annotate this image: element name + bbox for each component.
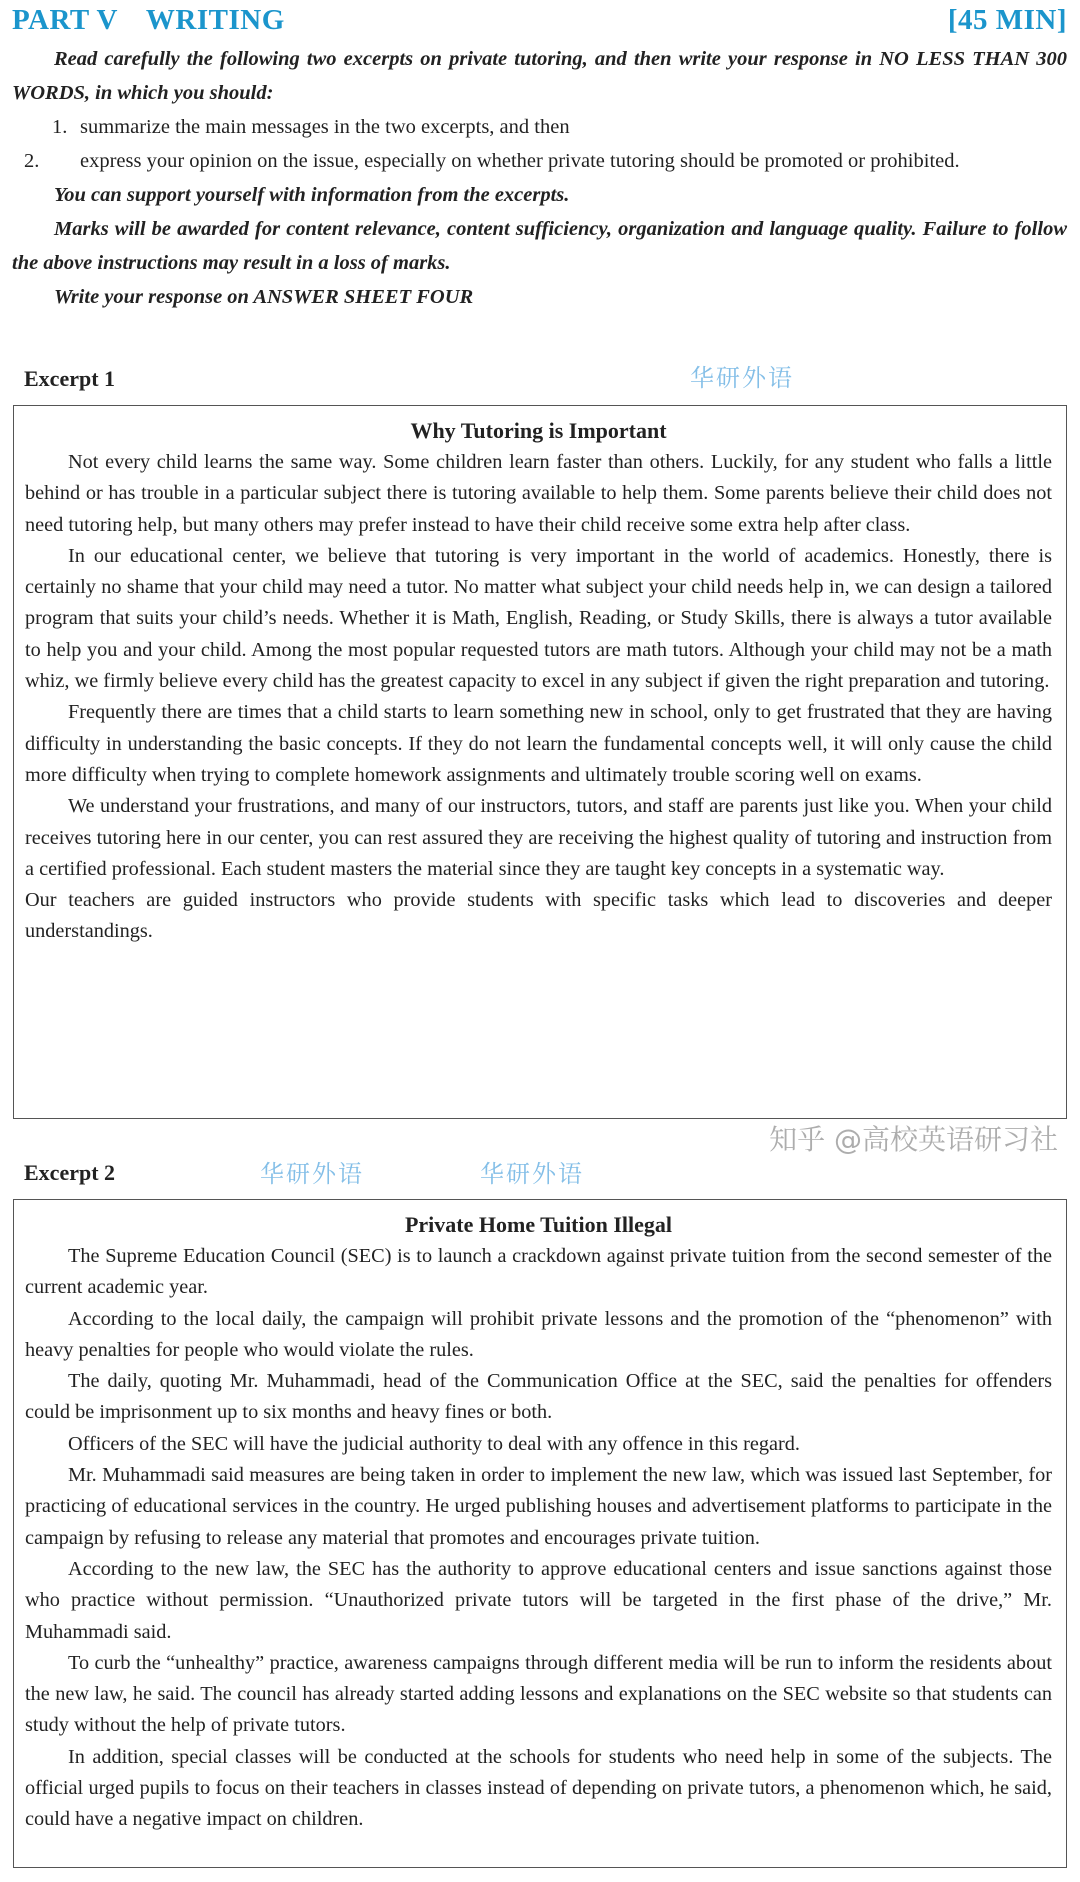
excerpt-1-box (13, 405, 1067, 1119)
paragraph: Mr. Muhammadi said measures are being taken in order to implement the new law, which was issued last September, for practicing of educational services in the country. He urged publishing houses and advertisement platforms to participate in the campaign by refusing to release any material that promotes and encourages private tuition. (25, 1464, 1052, 1549)
paragraph: According to the new law, the SEC has the authority to approve educational centers and issue sanctions against those who practice without permission. “Unauthorized private tutors will be targeted in the first phase of the drive,” Mr. Muhammadi said. (25, 1557, 1052, 1643)
excerpt-2-box (13, 1199, 1067, 1868)
section-title: WRITING (145, 4, 285, 36)
paragraph: The daily, quoting Mr. Muhammadi, head of the Communication Office at the SEC, said the penalties for offenders could be imprisonment up to six months and heavy fines or both. (25, 1370, 1052, 1424)
paragraph: The Supreme Education Council (SEC) is to launch a crackdown against private tuition from the second semester of the current academic year. (25, 1245, 1052, 1299)
paragraph: Not every child learns the same way. Some children learn faster than others. Luckily, for any student who falls a little behind or has trouble in a particular subject there is tutoring available to help them. Some parents believe their child does not need tutoring help, but many others may prefer instead to have their child receive some extra help after class. (25, 451, 1052, 536)
paragraph: Officers of the SEC will have the judicial authority to deal with any offence in this regard. (68, 1432, 800, 1455)
paragraph: Frequently there are times that a child starts to learn something new in school, only to get frustrated that they are having difficulty in understanding the basic concepts. If they do not learn the fundamental concepts well, it will only cause the child more difficulty when trying to complete homework assignments and ultimately trouble scoring well on exams. (25, 701, 1052, 786)
paragraph: Our teachers are guided instructors who provide students with specific tasks which lead to discoveries and deeper understandings. (25, 889, 1052, 943)
instruction-item-1: 1. summarize the main messages in the two excerpts, and then (52, 116, 570, 138)
paragraph: To curb the “unhealthy” practice, awareness campaigns through different media will be run to inform the residents about the new law, he said. The council has already started adding lessons and explanations on the SEC website so that students can study without the help of private tutors. (25, 1651, 1052, 1737)
paragraph: We understand your frustrations, and many of our instructors, tutors, and staff are parents just like you. When your child receives tutoring here in our center, you can rest assured they are receiving the highest quality of tutoring and instruction from a certified professional. Each student masters the material since they are taught key concepts in a systematic way. (25, 795, 1052, 880)
excerpt-1-label: Excerpt 1 (24, 366, 116, 391)
watermark-stamp: 华研外语 (480, 1160, 584, 1188)
instructions-intro: Read carefully the following two excerpts on private tutoring, and then write your response in NO LESS THAN 300 WORDS, in which you should: (12, 48, 1067, 104)
footer-watermark: 知乎 @高校英语研习社 (769, 1123, 1058, 1156)
paragraph: In our educational center, we believe that tutoring is very important in the world of academics. Honestly, there is certainly no shame that your child may need a tutor. No matter what subject your child needs help in, we can design a tailored program that suits your child’s needs. Whether it is Math, English, Reading, or Study Skills, there is always a tutor available to help you and your child. Among the most popular requested tutors are math tutors. Although your child may not be a math whiz, we firmly believe every child has the greatest capacity to excel in any subject if given the right preparation and tutoring. (25, 544, 1052, 693)
excerpt-2-label: Excerpt 2 (24, 1160, 116, 1185)
instructions-write: Write your response on ANSWER SHEET FOUR (54, 286, 474, 308)
excerpt-1-title: Why Tutoring is Important (410, 418, 667, 443)
instruction-item-2: 2. express your opinion on the issue, especially on whether private tutoring should be promoted or prohibited. (24, 150, 960, 172)
excerpt-2-title: Private Home Tuition Illegal (404, 1212, 673, 1237)
instructions-marks: Marks will be awarded for content relevance, content sufficiency, organization and language quality. Failure to follow the above instructions may result in a loss of marks. (12, 218, 1067, 274)
watermark-stamp: 华研外语 (260, 1160, 364, 1188)
part-number: PART V (12, 4, 118, 36)
watermark-stamp: 华研外语 (690, 364, 794, 392)
instructions-support: You can support yourself with information from the excerpts. (54, 184, 570, 206)
instructions (12, 42, 1067, 314)
paragraph: In addition, special classes will be conducted at the schools for students who need help in some of the subjects. The official urged pupils to focus on their teachers in classes instead of depending on private tutors, a phenomenon which, he said, could have a negative impact on children. (25, 1745, 1052, 1831)
part-header (12, 4, 1067, 37)
time-limit: [45 MIN] (947, 4, 1067, 36)
paragraph: According to the local daily, the campaign will prohibit private lessons and the promotion of the “phenomenon” with heavy penalties for people who would violate the rules. (25, 1307, 1052, 1361)
